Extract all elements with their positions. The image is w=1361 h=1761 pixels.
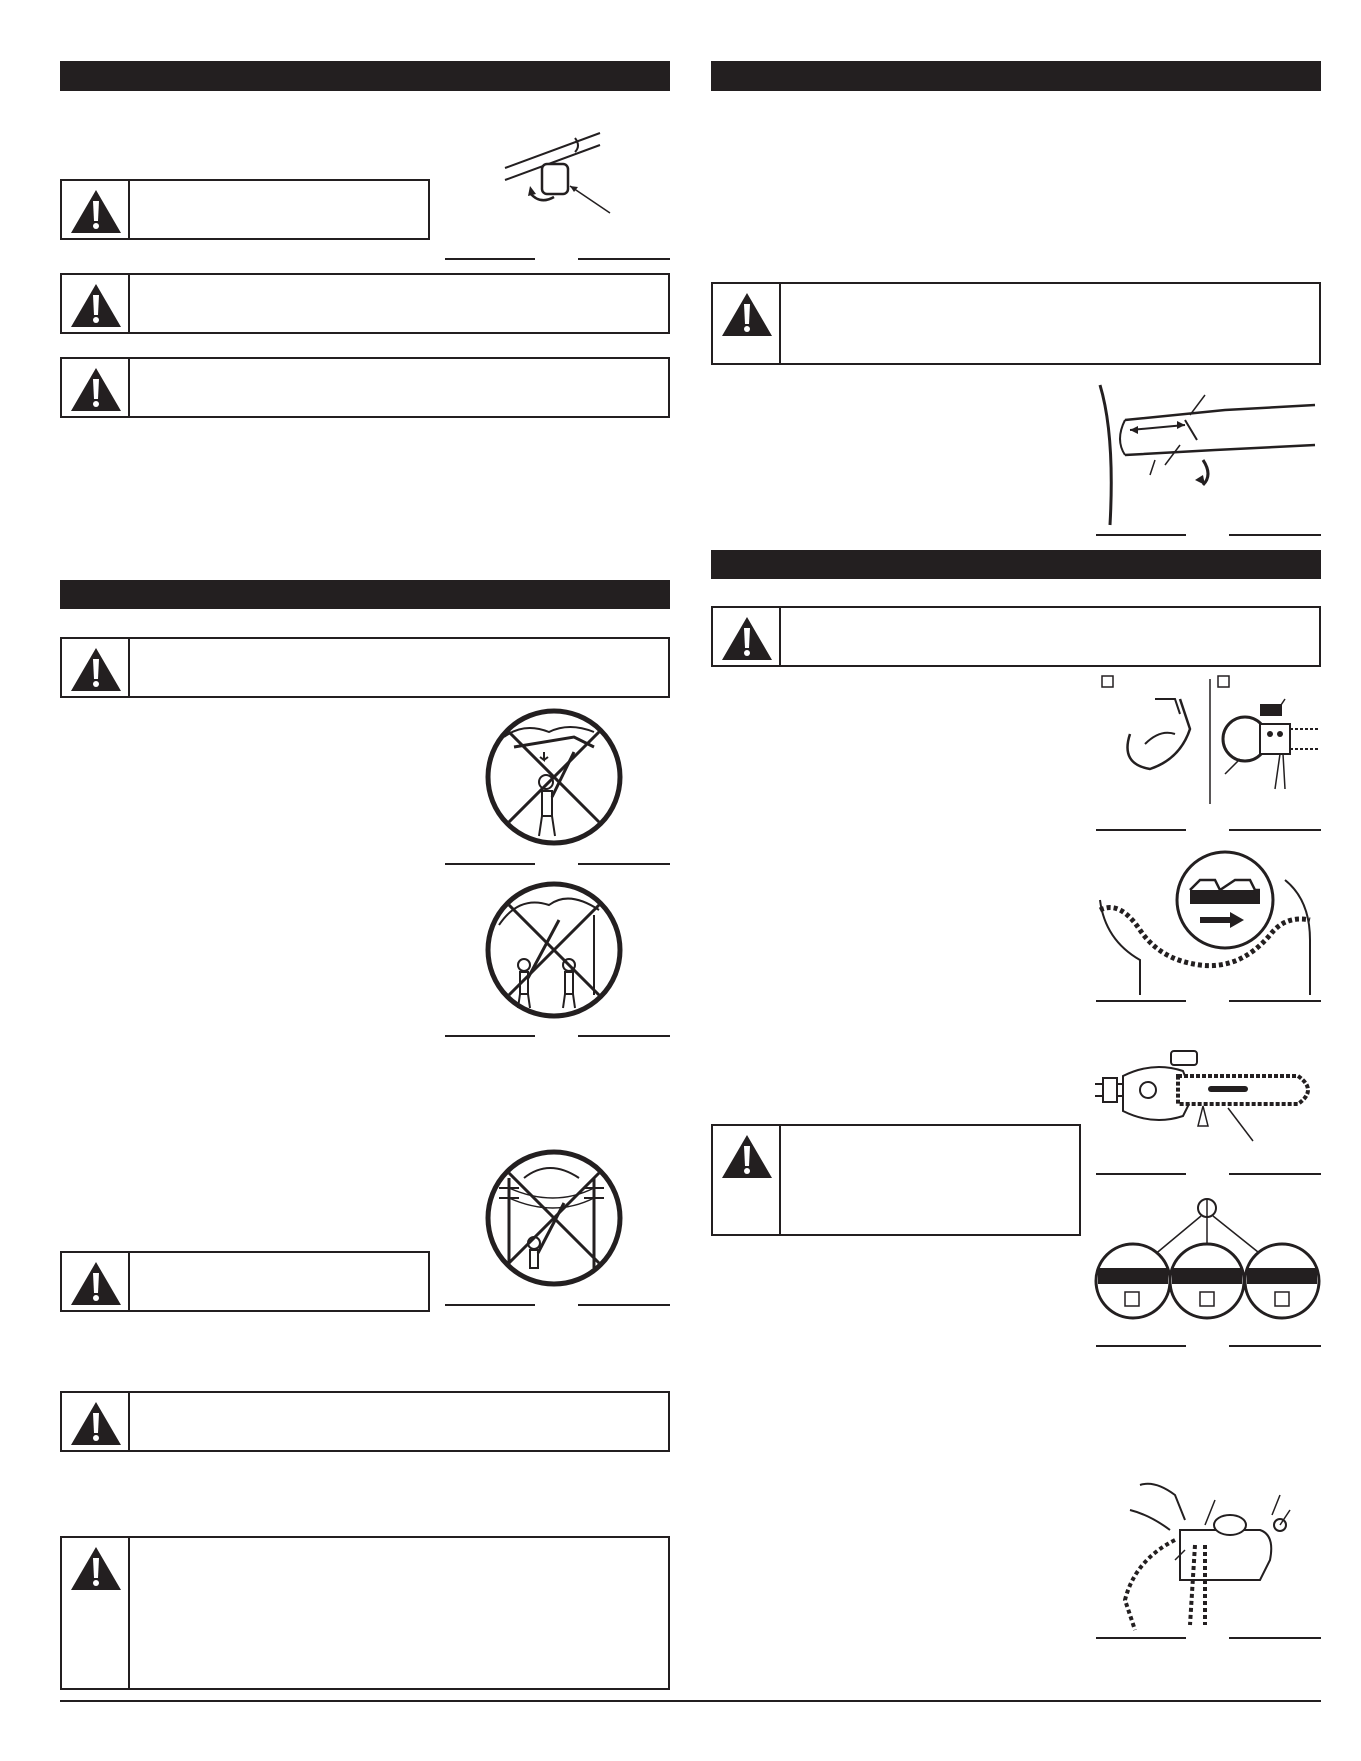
warning-triangle-icon <box>68 365 124 415</box>
chain-removal-figure <box>1100 674 1322 809</box>
figure-caption-rule <box>578 1035 670 1037</box>
figure-caption-rule <box>1229 1637 1321 1639</box>
warning-triangle-icon <box>68 1259 124 1309</box>
figure-caption-rule <box>578 863 670 865</box>
warning-box-2 <box>60 273 670 334</box>
warning-triangle-icon <box>68 645 124 695</box>
warning-triangle-icon <box>719 614 775 664</box>
warning-box-1 <box>60 179 430 240</box>
footer-rule <box>60 1700 1321 1702</box>
warning-triangle-icon <box>68 1399 124 1449</box>
warning-box-6 <box>60 1391 670 1452</box>
chain-direction-figure <box>1095 850 1322 1000</box>
prohibited-power-lines-figure <box>484 1148 624 1288</box>
guide-bar-assembly-figure <box>1093 1046 1322 1156</box>
warning-triangle-icon <box>68 187 124 237</box>
warning-box-9 <box>711 606 1321 667</box>
figure-caption-rule <box>578 1304 670 1306</box>
prohibited-bystanders-figure <box>484 880 624 1020</box>
warning-box-7 <box>60 1536 670 1690</box>
figure-caption-rule <box>1229 1000 1321 1002</box>
figure-caption-rule <box>1229 829 1321 831</box>
figure-caption-rule <box>445 863 535 865</box>
warning-icon-cell <box>62 639 130 696</box>
figure-caption-rule <box>1229 534 1321 536</box>
figure-caption-rule <box>445 1035 535 1037</box>
warning-box-8 <box>711 282 1321 365</box>
figure-caption-rule <box>1096 1345 1186 1347</box>
warning-icon-cell <box>713 284 781 363</box>
figure-caption-rule <box>1229 1173 1321 1175</box>
figure-caption-rule <box>1229 1345 1321 1347</box>
warning-icon-cell <box>713 1126 781 1234</box>
figure-caption-rule <box>1096 1637 1186 1639</box>
figure-caption-rule <box>445 1304 535 1306</box>
warning-icon-cell <box>62 181 130 238</box>
section-header-bar-left-middle <box>60 580 670 609</box>
adjustment-knob-figure <box>500 128 620 228</box>
branch-cutting-technique-figure <box>1095 380 1320 530</box>
figure-caption-rule <box>445 258 535 260</box>
figure-caption-rule <box>1096 829 1186 831</box>
warning-box-5 <box>60 1251 430 1312</box>
oil-tank-fill-figure <box>1120 1475 1300 1635</box>
figure-caption-rule <box>578 258 670 260</box>
warning-icon-cell <box>62 1538 130 1688</box>
warning-icon-cell <box>713 608 781 665</box>
section-header-bar-left-top <box>60 61 670 91</box>
figure-caption-rule <box>1096 1173 1186 1175</box>
warning-box-4 <box>60 637 670 698</box>
chain-tension-check-figure <box>1093 1196 1322 1321</box>
warning-box-3 <box>60 357 670 418</box>
warning-triangle-icon <box>68 281 124 331</box>
section-header-bar-right-middle <box>711 550 1321 579</box>
section-header-bar-right-top <box>711 61 1321 91</box>
warning-box-10 <box>711 1124 1081 1236</box>
prohibited-cutting-above-head-figure <box>484 707 624 847</box>
warning-icon-cell <box>62 1253 130 1310</box>
warning-triangle-icon <box>719 1132 775 1182</box>
warning-icon-cell <box>62 359 130 416</box>
warning-icon-cell <box>62 275 130 332</box>
figure-caption-rule <box>1096 1000 1186 1002</box>
warning-triangle-icon <box>68 1544 124 1594</box>
figure-caption-rule <box>1096 534 1186 536</box>
warning-triangle-icon <box>719 290 775 340</box>
warning-icon-cell <box>62 1393 130 1450</box>
